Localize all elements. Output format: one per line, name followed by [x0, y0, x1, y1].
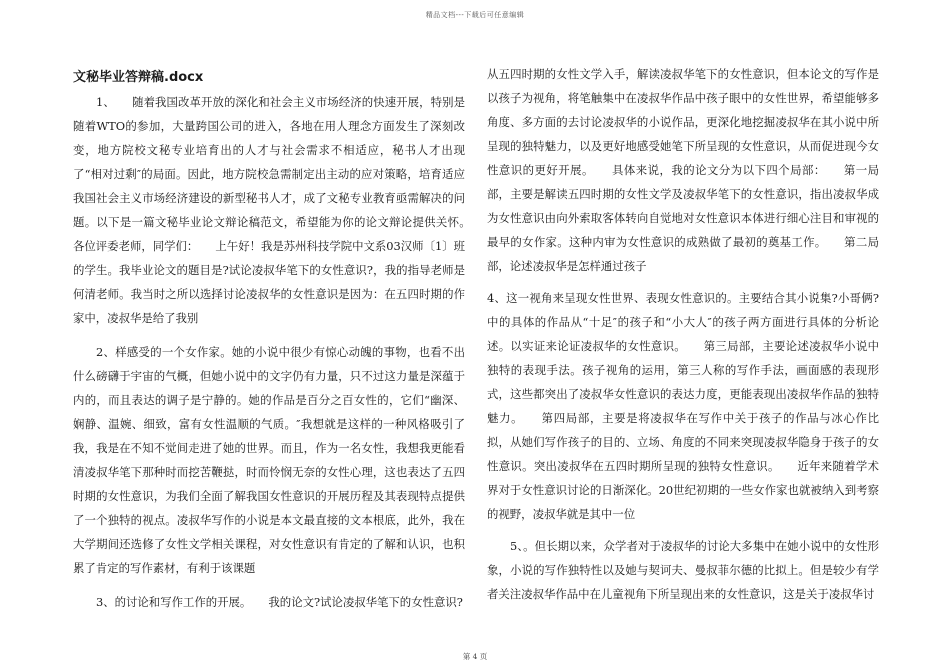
page-footer: 第 4 页 — [462, 652, 488, 661]
paragraph: 5、。但长期以来，众学者对于凌叔华的讨论大多集中在她小说中的女性形象，小说的写作独特性以及她与契诃夫、曼叔菲尔德的比拟上。但是较少有学者关注凌叔华作品中在儿童视角下所呈现出来的女性意识，这是关于凌叔华讨 — [487, 539, 879, 601]
paragraph: 1、 随着我国改革开放的深化和社会主义市场经济的快速开展，特别是随着WTO的参加，大量跨国公司的进入，各地在用人理念方面发生了深刻改变，地方院校文秘专业培育出的人才与社会需求不相适应，秘书人才出现了“相对过剩″的局面。因此，地方院校急需制定出主动的应对策略，培育适应我国社会主义市场经济建设的新型秘书人才，成了文秘专业教育亟需解决的问题。以下是一篇文秘毕业论文辩论稿范文，希望能为你的论文辩论提供关怀。 各位评委老师，同学们： 上午好！我是苏州科技学院中文系03汉师〔1〕班的学生。我毕业论文的题目是?试论凌叔华笔下的女性意识?，我的指导老师是何清老师。我当时之所以选择讨论凌叔华的女性意识是因为：在五四时期的作家中，凌叔华是给了我别 — [73, 95, 488, 325]
paragraph: 3、的讨论和写作工作的开展。 我的论文?试论凌叔华笔下的女性意识? — [96, 595, 463, 609]
right-column — [487, 62, 879, 642]
paragraph: 4、这一视角来呈现女性世界、表现女性意识的。主要结合其小说集?小哥俩?中的具体的作品从“十足″的孩子和“小大人″的孩子两方面进行具体的分析论述。以实证来论证凌叔华的女性意识。 第三局部，主要论述凌叔华小说中独特的表现手法。孩子视角的运用，第三人称的写作手法，画面感的表现形式，这些都突出了凌叔华女性意识的表达力度，更能表现出凌叔华作品的独特魅力。 第四局部，主要是将凌叔华在写作中关于孩子的作品与冰心作比拟，从她们写作孩子的目的、立场、角度的不同来突现凌叔华隐身于孩子的女性意识。突出凌叔华在五四时期所呈现的独特女性意识。 近年来随着学术界对于女性意识讨论的日渐深化。20世纪初期的一些女作家也就被纳入到考察的视野，凌叔华就是其中一位 — [487, 291, 879, 521]
left-column — [73, 62, 488, 642]
paragraph: 2、样感受的一个女作家。她的小说中很少有惊心动魄的事物，也看不出什么磅礴于宇宙的气概，但她小说中的文字仍有力量，只不过这力量是深蕴于内的，而且表达的调子是宁静的。她的作品是百分之百女性的，它们“幽深、娴静、温婉、细致，富有女性温顺的气质。″我想就是这样的一种风格吸引了我，我是在不知不觉间走进了她的世界。而且，作为一名女性，我想我更能看清凌叔华笔下那种时而挖苦鞭挞，时而怜悯无奈的女性心理，这也表达了五四时期的女性意识，为我们全面了解我国女性意识的开展历程及其表现特点提供了一个独特的视点。凌叔华写作的小说是本文最直接的文本根底，此外，我在大学期间还选修了女性文学相关课程，对女性意识有肯定的了解和认识，也积累了肯定的写作素材，有利于该课题 — [73, 345, 465, 575]
paragraph: 从五四时期的女性文学入手，解读凌叔华笔下的女性意识，但本论文的写作是以孩子为视角，将笔触集中在凌叔华作品中孩子眼中的女性世界，希望能够多角度、多方面的去讨论凌叔华的小说作品，更深化地挖掘凌叔华在其小说中所呈现的独特魅力，以及更好地感受她笔下所呈现的女性意识，从而促进现今女性意识的更好开展。 具体来说，我的论文分为以下四个局部： 第一局部，主要是解读五四时期的女性文学及凌叔华笔下的女性意识，指出凌叔华成为女性意识由向外索取客体转向自觉地对女性意识本体进行细心注目和审视的最早的女作家。这种内审为女性意识的成熟做了最初的奠基工作。 第二局部，论述凌叔华是怎样通过孩子 — [487, 67, 879, 273]
document-title: 文秘毕业答辩稿.docx — [73, 70, 204, 85]
page-header: 精品文档---下载后可任意编辑 — [425, 11, 525, 19]
